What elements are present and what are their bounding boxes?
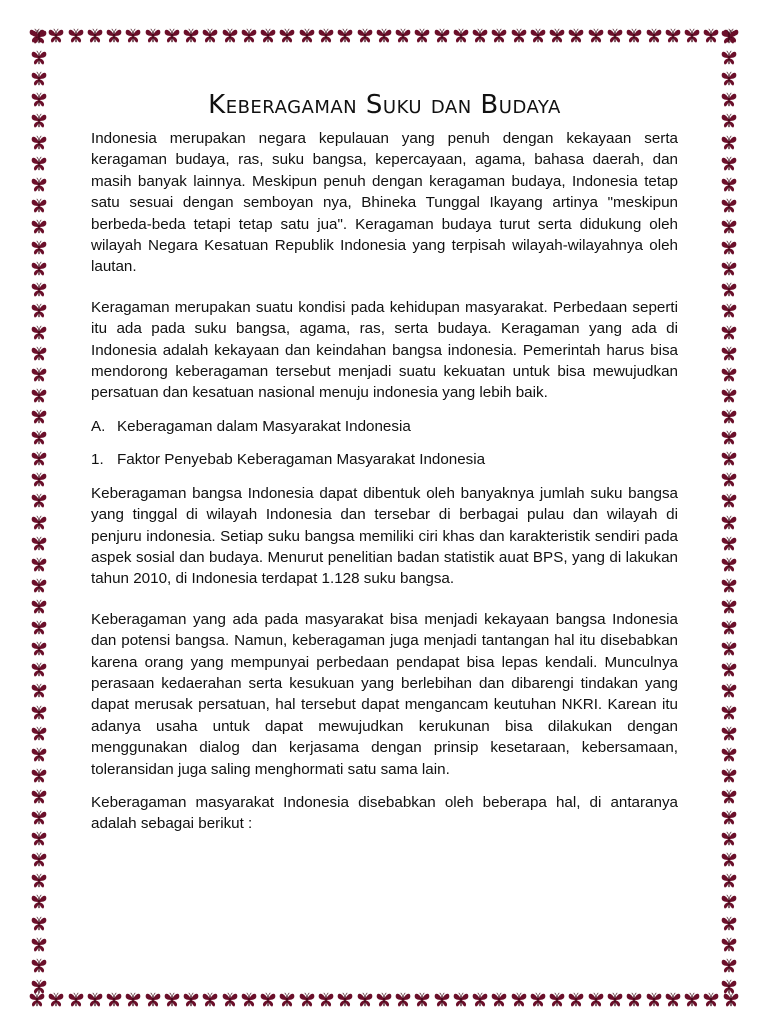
butterfly-icon [30,830,48,848]
butterfly-icon [720,471,738,489]
butterfly-icon [720,429,738,447]
butterfly-icon [452,991,470,1009]
section-heading-a [91,416,678,437]
butterfly-icon [67,27,85,45]
butterfly-icon [720,302,738,320]
butterfly-icon [720,176,738,194]
butterfly-icon [298,991,316,1009]
butterfly-icon [375,27,393,45]
butterfly-icon [30,134,48,152]
butterfly-icon [30,872,48,890]
butterfly-icon [240,991,258,1009]
butterfly-icon [567,27,585,45]
butterfly-icon [30,471,48,489]
butterfly-icon [606,991,624,1009]
butterfly-icon [587,27,605,45]
butterfly-icon [30,957,48,975]
butterfly-icon [720,91,738,109]
subsection-heading-1 [91,449,678,470]
paragraph-intro: Indonesia merupakan negara kepulauan yang penuh dengan kekayaan serta keragaman budaya, ras, suku bangsa, kepercayaan, agama, bahasa daerah, dan masih banyak lainnya. Meskipun penuh dengan keragaman budaya, Indonesia tetap satu sesuai dengan semboyan nya, Bhineka Tunggal Ikayang artinya "meskipun berbeda-beda tetapi tetap satu jua". Keragaman budaya turut serta didukung oleh wilayah Negara Kesatuan Republik Indonesia yang terpisah wilayah-wilayahnya oleh lautan. [91,130,678,276]
butterfly-icon [720,514,738,532]
butterfly-icon [144,27,162,45]
butterfly-icon [720,408,738,426]
paragraph-tantangan: Keberagaman yang ada pada masyarakat bisa menjadi kekayaan bangsa Indonesia dan potensi bangsa. Namun, keberagaman juga menjadi tantangan hal itu disebabkan karena orang yang mempunyai perbedaan pendapat bisa lepas kendali. Munculnya perasaan kedaerahan serta kesukuan yang berlebihan dan dibarengi tindakan yang dapat merusak persatuan, hal tersebut dapat mengancam keutuhan NKRI. Karean itu adanya usaha untuk dapat mewujudkan kerukunan bisa dilakukan dengan menggunakan dialog dan kerjasama dengan prinsip kesetaraan, kebersamaan, toleransidan juga saling menghormati satu sama lain. [91,610,678,778]
butterfly-icon [720,619,738,637]
butterfly-icon [720,704,738,722]
butterfly-icon [336,27,354,45]
butterfly-icon [30,70,48,88]
decorative-border-bottom [28,989,740,1011]
butterfly-icon [720,134,738,152]
butterfly-icon [720,387,738,405]
butterfly-icon [259,991,277,1009]
butterfly-icon [221,991,239,1009]
butterfly-icon [452,27,470,45]
butterfly-icon [105,27,123,45]
butterfly-icon [413,991,431,1009]
butterfly-icon [30,492,48,510]
butterfly-icon [30,640,48,658]
butterfly-icon [720,450,738,468]
butterfly-icon [720,767,738,785]
butterfly-icon [471,27,489,45]
butterfly-icon [30,514,48,532]
butterfly-icon [201,991,219,1009]
paragraph-penyebab: Keberagaman masyarakat Indonesia disebabkan oleh beberapa hal, di antaranya adalah sebagai berikut : [91,793,678,833]
butterfly-icon [30,978,48,996]
butterfly-icon [30,218,48,236]
section-heading-a-number: A. [91,417,106,435]
butterfly-icon [163,27,181,45]
butterfly-icon [67,991,85,1009]
butterfly-icon [30,450,48,468]
butterfly-icon [720,788,738,806]
butterfly-icon [720,682,738,700]
butterfly-icon [30,28,48,46]
butterfly-icon [394,991,412,1009]
butterfly-icon [30,936,48,954]
butterfly-icon [720,324,738,342]
butterfly-icon [317,27,335,45]
butterfly-icon [720,957,738,975]
butterfly-icon [720,366,738,384]
butterfly-icon [105,991,123,1009]
butterfly-icon [645,27,663,45]
butterfly-icon [720,155,738,173]
butterfly-icon [625,991,643,1009]
butterfly-icon [30,239,48,257]
butterfly-icon [375,991,393,1009]
butterfly-icon [30,302,48,320]
butterfly-icon [720,218,738,236]
butterfly-icon [529,27,547,45]
butterfly-icon [529,991,547,1009]
butterfly-icon [30,746,48,764]
butterfly-icon [30,577,48,595]
butterfly-icon [30,535,48,553]
butterfly-icon [124,991,142,1009]
decorative-border-right [718,28,740,996]
butterfly-icon [30,788,48,806]
butterfly-icon [720,281,738,299]
butterfly-icon [720,872,738,890]
butterfly-icon [720,725,738,743]
butterfly-icon [413,27,431,45]
butterfly-icon [433,27,451,45]
document-page [91,90,678,835]
butterfly-icon [490,27,508,45]
butterfly-icon [664,27,682,45]
butterfly-icon [720,830,738,848]
butterfly-icon [720,260,738,278]
paragraph-faktor: Keberagaman bangsa Indonesia dapat dibentuk oleh banyaknya jumlah suku bangsa yang tinggal di wilayah Indonesia dan tersebar di berbagai pulau dan wilayah di penjuru indonesia. Setiap suku bangsa memiliki ciri khas dan karakteristik sendiri pada aspek sosial dan budaya. Menurut penelitian badan statistik auat BPS, yang di lakukan tahun 2010, di Indonesia terdapat 1.128 suku bangsa. [91,484,678,588]
butterfly-icon [606,27,624,45]
section-heading-a-text: Keberagaman dalam Masyarakat Indonesia [117,417,411,435]
butterfly-icon [720,746,738,764]
butterfly-icon [720,915,738,933]
butterfly-icon [30,112,48,130]
butterfly-icon [30,915,48,933]
butterfly-icon [144,991,162,1009]
butterfly-icon [720,535,738,553]
butterfly-icon [317,991,335,1009]
butterfly-icon [30,809,48,827]
butterfly-icon [30,324,48,342]
butterfly-icon [30,598,48,616]
butterfly-icon [240,27,258,45]
butterfly-icon [720,893,738,911]
butterfly-icon [664,991,682,1009]
butterfly-icon [30,661,48,679]
butterfly-icon [683,991,701,1009]
butterfly-icon [201,27,219,45]
butterfly-icon [720,598,738,616]
butterfly-icon [720,492,738,510]
butterfly-icon [720,640,738,658]
butterfly-icon [720,577,738,595]
butterfly-icon [30,176,48,194]
butterfly-icon [356,27,374,45]
butterfly-icon [720,851,738,869]
butterfly-icon [336,991,354,1009]
butterfly-icon [433,991,451,1009]
butterfly-icon [356,991,374,1009]
butterfly-icon [30,619,48,637]
paragraph-keragaman: Keragaman merupakan suatu kondisi pada kehidupan masyarakat. Perbedaan seperti itu ada pada suku bangsa, agama, ras, serta budaya. Keragaman yang ada di Indonesia adalah kekayaan dan keindahan bangsa indonesia. Pemerintah harus bisa mendorong keberagaman tersebut menjadi suatu kekuatan untuk bisa mewujudkan persatuan dan kesatuan nasional menuju indonesia yang lebih baik. [91,298,678,402]
butterfly-icon [182,991,200,1009]
butterfly-icon [720,28,738,46]
subsection-heading-1-number: 1. [91,451,104,469]
decorative-border-left [28,28,50,996]
butterfly-icon [86,27,104,45]
butterfly-icon [30,155,48,173]
butterfly-icon [124,27,142,45]
butterfly-icon [510,991,528,1009]
butterfly-icon [259,27,277,45]
butterfly-icon [30,682,48,700]
butterfly-icon [720,345,738,363]
subsection-heading-1-text: Faktor Penyebab Keberagaman Masyarakat Indonesia [117,451,486,469]
document-title: Keberagaman Suku dan Budaya [208,90,561,120]
butterfly-icon [30,408,48,426]
butterfly-icon [720,978,738,996]
butterfly-icon [30,704,48,722]
butterfly-icon [720,661,738,679]
butterfly-icon [720,809,738,827]
butterfly-icon [30,91,48,109]
butterfly-icon [30,387,48,405]
butterfly-icon [720,239,738,257]
butterfly-icon [548,991,566,1009]
butterfly-icon [510,27,528,45]
butterfly-icon [645,991,663,1009]
butterfly-icon [278,991,296,1009]
butterfly-icon [30,281,48,299]
butterfly-icon [720,936,738,954]
butterfly-icon [720,197,738,215]
butterfly-icon [278,27,296,45]
butterfly-icon [720,70,738,88]
butterfly-icon [182,27,200,45]
butterfly-icon [163,991,181,1009]
butterfly-icon [548,27,566,45]
butterfly-icon [221,27,239,45]
butterfly-icon [30,345,48,363]
butterfly-icon [30,260,48,278]
butterfly-icon [490,991,508,1009]
butterfly-icon [30,429,48,447]
butterfly-icon [567,991,585,1009]
butterfly-icon [394,27,412,45]
butterfly-icon [30,767,48,785]
butterfly-icon [30,851,48,869]
decorative-border-top [28,25,740,47]
butterfly-icon [30,49,48,67]
butterfly-icon [471,991,489,1009]
butterfly-icon [298,27,316,45]
butterfly-icon [683,27,701,45]
butterfly-icon [86,991,104,1009]
butterfly-icon [720,556,738,574]
butterfly-icon [587,991,605,1009]
butterfly-icon [30,556,48,574]
butterfly-icon [720,49,738,67]
butterfly-icon [30,197,48,215]
butterfly-icon [30,725,48,743]
butterfly-icon [720,112,738,130]
butterfly-icon [625,27,643,45]
butterfly-icon [30,366,48,384]
butterfly-icon [30,893,48,911]
